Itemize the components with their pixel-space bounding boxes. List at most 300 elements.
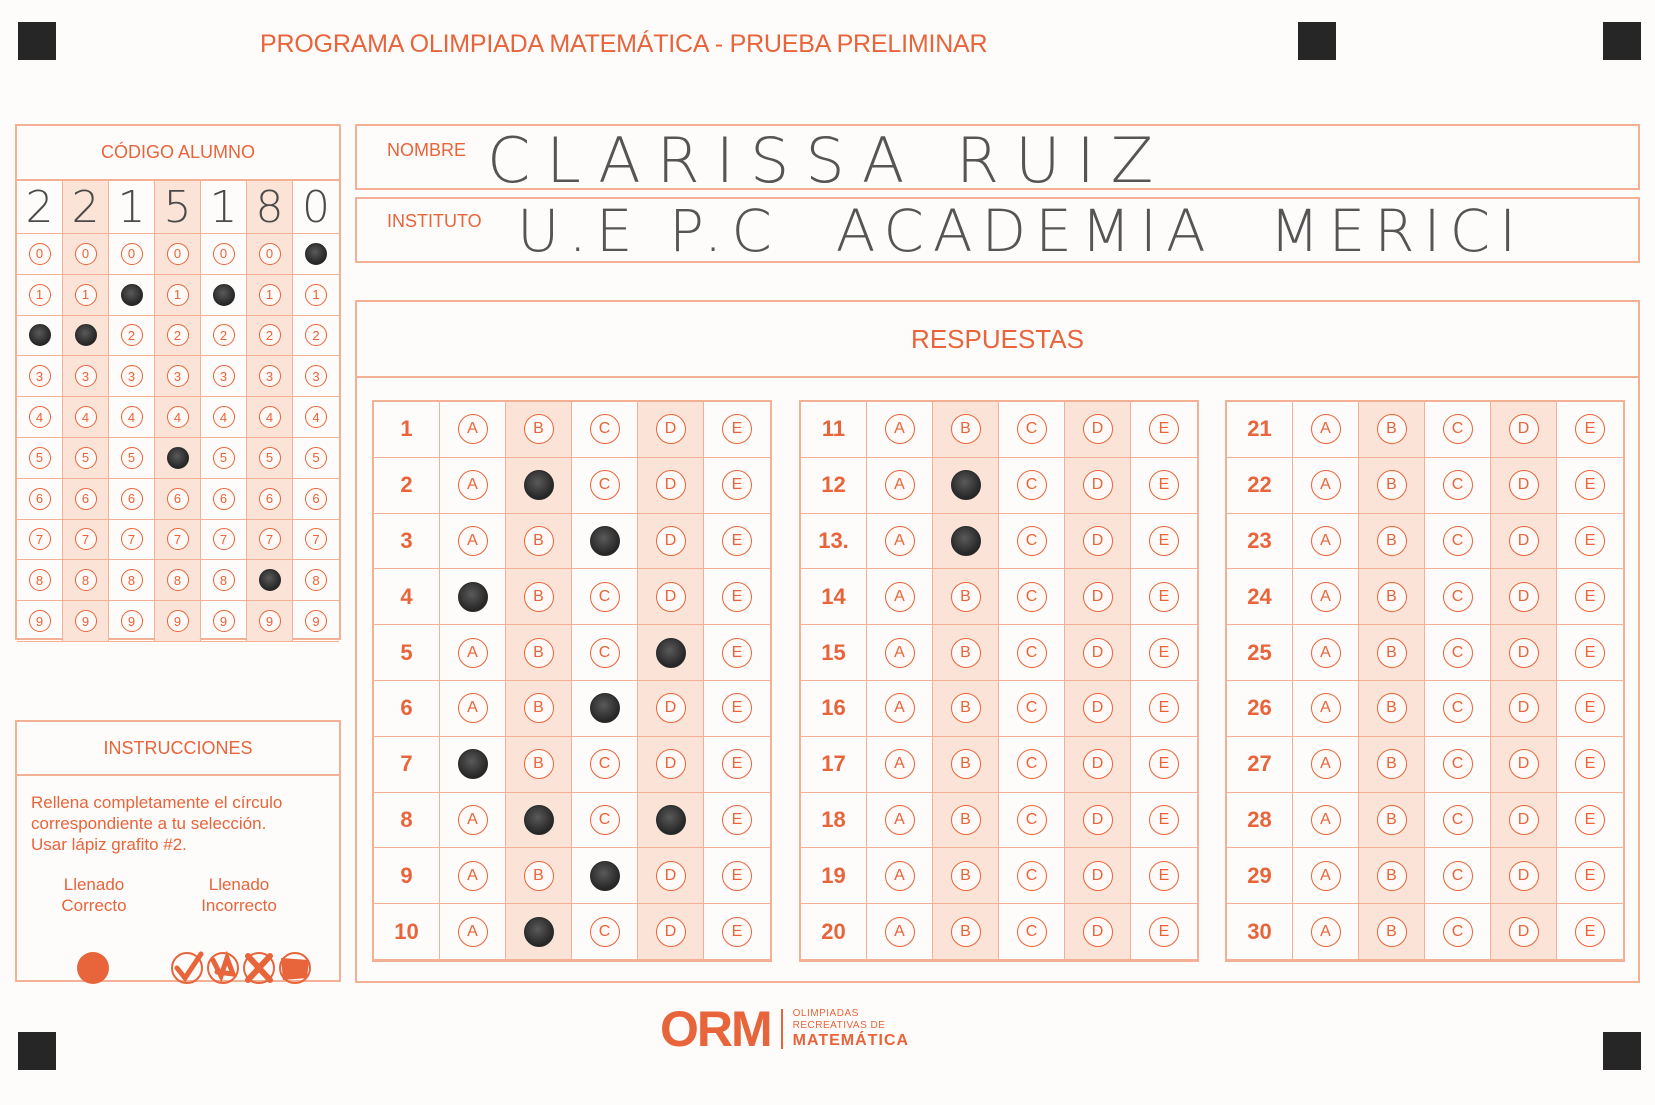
question-number: 12	[801, 458, 867, 514]
digit-bubble[interactable]: 7	[167, 528, 189, 550]
answer-cell	[440, 402, 506, 458]
answer-bubble-c[interactable]: C	[590, 470, 620, 500]
digit-bubble[interactable]	[259, 569, 281, 591]
digit-bubble[interactable]: 2	[213, 324, 235, 346]
answer-bubble-b[interactable]: B	[1377, 470, 1407, 500]
digit-bubble[interactable]: 3	[75, 365, 97, 387]
answer-bubble-e[interactable]: E	[1149, 470, 1179, 500]
answer-bubble-d[interactable]: D	[1509, 693, 1539, 723]
digit-bubble[interactable]: 6	[29, 488, 51, 510]
answer-bubble-c[interactable]: C	[1443, 638, 1473, 668]
digit-bubble[interactable]: 6	[305, 488, 327, 510]
answer-bubble-c[interactable]: C	[1443, 749, 1473, 779]
answer-cell	[1359, 625, 1425, 681]
answer-bubble-e[interactable]: E	[1575, 414, 1605, 444]
answer-bubble-d[interactable]: D	[1509, 582, 1539, 612]
answer-cell	[867, 514, 933, 570]
answer-bubble-c[interactable]	[590, 693, 620, 723]
question-number: 13.	[801, 514, 867, 570]
digit-bubble[interactable]: 2	[259, 324, 281, 346]
answer-bubble-e[interactable]: E	[1149, 749, 1179, 779]
answer-bubble-a[interactable]: A	[885, 917, 915, 947]
answer-bubble-e[interactable]: E	[722, 749, 752, 779]
answer-bubble-a[interactable]: A	[885, 638, 915, 668]
answer-bubble-d[interactable]: D	[656, 917, 686, 947]
answer-bubble-b[interactable]: B	[524, 414, 554, 444]
answer-bubble-e[interactable]: E	[722, 526, 752, 556]
logo-mark: ORM	[660, 1001, 771, 1057]
answer-bubble-e[interactable]: E	[722, 582, 752, 612]
answer-bubble-a[interactable]: A	[885, 805, 915, 835]
answer-bubble-b[interactable]	[524, 805, 554, 835]
answer-cell	[440, 793, 506, 849]
digit-bubble[interactable]: 3	[213, 365, 235, 387]
digit-bubble[interactable]: 4	[305, 406, 327, 428]
answer-bubble-c[interactable]: C	[590, 414, 620, 444]
answer-bubble-d[interactable]: D	[1509, 638, 1539, 668]
codigo-cell	[109, 234, 155, 275]
question-number: 14	[801, 569, 867, 625]
answer-bubble-b[interactable]: B	[524, 638, 554, 668]
answer-bubble-e[interactable]: E	[722, 638, 752, 668]
answer-bubble-b[interactable]: B	[1377, 917, 1407, 947]
answer-bubble-e[interactable]: E	[1575, 638, 1605, 668]
answer-cell	[506, 514, 572, 570]
answer-bubble-c[interactable]: C	[1017, 414, 1047, 444]
digit-bubble[interactable]: 3	[121, 365, 143, 387]
digit-bubble[interactable]: 1	[305, 284, 327, 306]
codigo-cell	[17, 234, 63, 275]
answer-bubble-e[interactable]: E	[1575, 805, 1605, 835]
codigo-cell	[201, 479, 247, 520]
codigo-cell	[293, 560, 339, 601]
digit-bubble[interactable]: 6	[167, 488, 189, 510]
codigo-cell	[201, 438, 247, 479]
answer-bubble-b[interactable]: B	[1377, 526, 1407, 556]
digit-bubble[interactable]: 9	[259, 610, 281, 632]
answer-bubble-b[interactable]: B	[524, 861, 554, 891]
digit-bubble[interactable]: 7	[259, 528, 281, 550]
answer-cell	[1131, 458, 1197, 514]
answer-bubble-d[interactable]: D	[656, 582, 686, 612]
answer-bubble-b[interactable]: B	[524, 582, 554, 612]
answer-bubble-b[interactable]: B	[951, 805, 981, 835]
codigo-handwritten-digit: 1	[109, 181, 155, 234]
digit-bubble[interactable]: 4	[167, 406, 189, 428]
answer-bubble-a[interactable]: A	[885, 470, 915, 500]
answer-bubble-b[interactable]: B	[524, 526, 554, 556]
digit-bubble[interactable]	[75, 324, 97, 346]
digit-bubble[interactable]: 8	[121, 569, 143, 591]
answer-bubble-e[interactable]: E	[722, 917, 752, 947]
answer-bubble-c[interactable]: C	[1017, 582, 1047, 612]
answer-bubble-a[interactable]: A	[1311, 749, 1341, 779]
digit-bubble[interactable]: 4	[75, 406, 97, 428]
answer-bubble-c[interactable]: C	[1443, 861, 1473, 891]
answer-bubble-c[interactable]: C	[1443, 805, 1473, 835]
digit-bubble[interactable]: 2	[305, 324, 327, 346]
digit-bubble[interactable]: 5	[29, 447, 51, 469]
answer-bubble-e[interactable]: E	[1149, 414, 1179, 444]
digit-bubble[interactable]: 7	[75, 528, 97, 550]
answer-bubble-b[interactable]: B	[524, 693, 554, 723]
answer-bubble-b[interactable]: B	[951, 582, 981, 612]
question-number: 21	[1227, 402, 1293, 458]
digit-bubble[interactable]: 6	[213, 488, 235, 510]
answer-bubble-c[interactable]: C	[590, 805, 620, 835]
answer-cell	[1359, 681, 1425, 737]
digit-bubble[interactable]: 7	[29, 528, 51, 550]
answer-cell	[704, 848, 770, 904]
answer-bubble-a[interactable]: A	[458, 414, 488, 444]
answer-bubble-e[interactable]: E	[1149, 526, 1179, 556]
codigo-cell	[155, 234, 201, 275]
answer-bubble-a[interactable]	[458, 749, 488, 779]
answer-bubble-d[interactable]: D	[1083, 805, 1113, 835]
answer-bubble-a[interactable]: A	[885, 749, 915, 779]
answer-bubble-a[interactable]: A	[458, 693, 488, 723]
answer-bubble-e[interactable]: E	[722, 470, 752, 500]
answer-bubble-a[interactable]	[458, 582, 488, 612]
answer-bubble-c[interactable]: C	[1443, 414, 1473, 444]
answer-bubble-a[interactable]: A	[458, 805, 488, 835]
answer-bubble-c[interactable]: C	[1017, 805, 1047, 835]
answer-bubble-a[interactable]: A	[1311, 582, 1341, 612]
digit-bubble[interactable]: 5	[259, 447, 281, 469]
answer-bubble-d[interactable]: D	[656, 749, 686, 779]
answer-bubble-b[interactable]	[951, 526, 981, 556]
answer-bubble-d[interactable]: D	[1083, 917, 1113, 947]
answer-bubble-d[interactable]: D	[1509, 917, 1539, 947]
answer-cell	[704, 681, 770, 737]
answer-cell	[1491, 458, 1557, 514]
answer-bubble-b[interactable]	[524, 917, 554, 947]
answer-bubble-a[interactable]: A	[885, 861, 915, 891]
answer-bubble-b[interactable]: B	[1377, 749, 1407, 779]
answer-bubble-a[interactable]: A	[1311, 861, 1341, 891]
answer-bubble-b[interactable]: B	[1377, 638, 1407, 668]
answer-bubble-a[interactable]: A	[458, 470, 488, 500]
answer-table-11-20	[799, 400, 1199, 962]
answer-bubble-d[interactable]: D	[656, 414, 686, 444]
answer-cell	[1065, 625, 1131, 681]
digit-bubble[interactable]	[29, 324, 51, 346]
digit-bubble[interactable]	[121, 284, 143, 306]
codigo-handwritten-digit: 2	[17, 181, 63, 234]
question-number: 5	[374, 625, 440, 681]
answer-cell	[999, 514, 1065, 570]
digit-bubble[interactable]: 6	[121, 488, 143, 510]
digit-bubble[interactable]	[167, 447, 189, 469]
digit-bubble[interactable]: 9	[167, 610, 189, 632]
digit-bubble[interactable]: 1	[259, 284, 281, 306]
codigo-cell	[17, 316, 63, 357]
digit-bubble[interactable]: 0	[213, 243, 235, 265]
answer-bubble-e[interactable]: E	[1575, 861, 1605, 891]
answer-bubble-b[interactable]: B	[524, 749, 554, 779]
answer-cell	[867, 681, 933, 737]
digit-bubble[interactable]: 0	[29, 243, 51, 265]
answer-bubble-e[interactable]: E	[1149, 805, 1179, 835]
instrucciones-header: INSTRUCCIONES	[17, 722, 339, 776]
codigo-cell	[293, 520, 339, 561]
answer-cell	[506, 848, 572, 904]
digit-bubble[interactable]: 0	[259, 243, 281, 265]
question-number: 15	[801, 625, 867, 681]
answer-bubble-d[interactable]: D	[1083, 470, 1113, 500]
answer-bubble-e[interactable]: E	[722, 861, 752, 891]
answer-cell	[933, 737, 999, 793]
answer-cell	[1425, 793, 1491, 849]
digit-bubble[interactable]: 6	[75, 488, 97, 510]
answer-cell	[1293, 514, 1359, 570]
digit-bubble[interactable]: 9	[29, 610, 51, 632]
answer-cell	[1491, 514, 1557, 570]
instituto-field[interactable]	[355, 197, 1640, 263]
answer-cell	[1491, 569, 1557, 625]
answer-bubble-c[interactable]: C	[1017, 638, 1047, 668]
codigo-cell	[293, 356, 339, 397]
answer-bubble-c[interactable]: C	[1017, 917, 1047, 947]
codigo-cell	[17, 397, 63, 438]
answer-bubble-a[interactable]: A	[1311, 414, 1341, 444]
answer-bubble-c[interactable]: C	[590, 749, 620, 779]
answer-bubble-b[interactable]: B	[951, 917, 981, 947]
answer-bubble-c[interactable]	[590, 861, 620, 891]
answer-bubble-b[interactable]: B	[951, 861, 981, 891]
codigo-cell	[247, 397, 293, 438]
digit-bubble[interactable]: 2	[121, 324, 143, 346]
digit-bubble[interactable]: 1	[75, 284, 97, 306]
answer-bubble-c[interactable]: C	[1443, 693, 1473, 723]
answer-bubble-d[interactable]: D	[1083, 582, 1113, 612]
answer-cell	[933, 681, 999, 737]
digit-bubble[interactable]: 7	[305, 528, 327, 550]
digit-bubble[interactable]: 1	[29, 284, 51, 306]
digit-bubble[interactable]	[305, 243, 327, 265]
digit-bubble[interactable]: 3	[305, 365, 327, 387]
answer-cell	[638, 848, 704, 904]
answer-bubble-c[interactable]: C	[590, 638, 620, 668]
digit-bubble[interactable]: 9	[305, 610, 327, 632]
answer-bubble-a[interactable]: A	[885, 414, 915, 444]
answer-bubble-e[interactable]: E	[1575, 917, 1605, 947]
answer-bubble-c[interactable]: C	[1443, 526, 1473, 556]
digit-bubble[interactable]: 4	[259, 406, 281, 428]
digit-bubble[interactable]: 5	[121, 447, 143, 469]
digit-bubble[interactable]: 2	[167, 324, 189, 346]
answer-bubble-c[interactable]: C	[1017, 693, 1047, 723]
answer-bubble-e[interactable]: E	[722, 693, 752, 723]
digit-bubble[interactable]: 4	[29, 406, 51, 428]
codigo-cell	[293, 397, 339, 438]
answer-bubble-b[interactable]: B	[951, 693, 981, 723]
answer-cell	[1425, 848, 1491, 904]
answer-bubble-a[interactable]: A	[1311, 805, 1341, 835]
answer-cell	[933, 514, 999, 570]
answer-bubble-a[interactable]: A	[458, 638, 488, 668]
answer-bubble-d[interactable]: D	[1083, 638, 1113, 668]
answer-bubble-e[interactable]: E	[1575, 749, 1605, 779]
digit-bubble[interactable]: 8	[75, 569, 97, 591]
respuestas-box	[355, 300, 1640, 983]
answer-bubble-c[interactable]: C	[1443, 582, 1473, 612]
answer-cell	[440, 569, 506, 625]
incorrect-fill-label: Llenado Incorrecto	[201, 875, 277, 915]
codigo-cell	[247, 520, 293, 561]
answer-bubble-d[interactable]: D	[656, 693, 686, 723]
codigo-cell	[63, 479, 109, 520]
answer-bubble-e[interactable]: E	[1149, 693, 1179, 723]
answer-bubble-c[interactable]: C	[1017, 526, 1047, 556]
answer-cell	[1425, 569, 1491, 625]
answer-bubble-b[interactable]: B	[951, 414, 981, 444]
answer-bubble-d[interactable]: D	[1509, 470, 1539, 500]
answer-bubble-b[interactable]: B	[951, 749, 981, 779]
question-number: 7	[374, 737, 440, 793]
codigo-cell	[247, 356, 293, 397]
digit-bubble[interactable]: 4	[213, 406, 235, 428]
answer-bubble-d[interactable]: D	[1083, 526, 1113, 556]
digit-bubble[interactable]: 5	[213, 447, 235, 469]
answer-bubble-a[interactable]: A	[885, 693, 915, 723]
question-number: 26	[1227, 681, 1293, 737]
codigo-handwritten-digit: 5	[155, 181, 201, 234]
answer-bubble-c[interactable]	[590, 526, 620, 556]
answer-bubble-a[interactable]: A	[1311, 470, 1341, 500]
answer-bubble-e[interactable]: E	[1575, 693, 1605, 723]
digit-bubble[interactable]: 9	[213, 610, 235, 632]
answer-bubble-b[interactable]	[951, 470, 981, 500]
answer-bubble-e[interactable]: E	[722, 414, 752, 444]
answer-bubble-a[interactable]: A	[458, 917, 488, 947]
answer-bubble-d[interactable]: D	[1509, 749, 1539, 779]
question-number: 25	[1227, 625, 1293, 681]
digit-bubble[interactable]: 8	[167, 569, 189, 591]
digit-bubble[interactable]: 5	[305, 447, 327, 469]
answer-bubble-a[interactable]: A	[1311, 638, 1341, 668]
answer-cell	[572, 848, 638, 904]
answer-bubble-d[interactable]: D	[656, 861, 686, 891]
digit-bubble[interactable]: 3	[167, 365, 189, 387]
digit-bubble[interactable]: 3	[259, 365, 281, 387]
digit-bubble[interactable]: 8	[213, 569, 235, 591]
answer-bubble-d[interactable]: D	[1083, 414, 1113, 444]
digit-bubble[interactable]: 8	[305, 569, 327, 591]
digit-bubble[interactable]: 9	[121, 610, 143, 632]
answer-cell	[506, 402, 572, 458]
answer-cell	[1293, 458, 1359, 514]
digit-bubble[interactable]: 8	[29, 569, 51, 591]
codigo-cell	[155, 356, 201, 397]
answer-bubble-a[interactable]: A	[458, 861, 488, 891]
digit-bubble[interactable]: 4	[121, 406, 143, 428]
answer-bubble-d[interactable]: D	[656, 470, 686, 500]
answer-bubble-d[interactable]: D	[656, 526, 686, 556]
codigo-cell	[109, 438, 155, 479]
answer-bubble-c[interactable]: C	[1017, 861, 1047, 891]
digit-bubble[interactable]: 6	[259, 488, 281, 510]
codigo-cell	[155, 520, 201, 561]
answer-table-21-30	[1225, 400, 1625, 962]
answer-bubble-d[interactable]: D	[1509, 414, 1539, 444]
answer-bubble-d[interactable]: D	[1509, 805, 1539, 835]
digit-bubble[interactable]: 1	[167, 284, 189, 306]
answer-bubble-e[interactable]: E	[1149, 861, 1179, 891]
answer-bubble-c[interactable]: C	[590, 917, 620, 947]
answer-bubble-b[interactable]: B	[951, 638, 981, 668]
answer-bubble-e[interactable]: E	[1149, 917, 1179, 947]
answer-bubble-a[interactable]: A	[1311, 526, 1341, 556]
answer-bubble-d[interactable]: D	[1509, 861, 1539, 891]
digit-bubble[interactable]: 7	[121, 528, 143, 550]
digit-bubble[interactable]: 9	[75, 610, 97, 632]
answer-cell	[1293, 681, 1359, 737]
digit-bubble[interactable]: 5	[75, 447, 97, 469]
answer-bubble-b[interactable]: B	[1377, 861, 1407, 891]
answer-bubble-c[interactable]: C	[1017, 470, 1047, 500]
answer-bubble-e[interactable]: E	[1575, 526, 1605, 556]
answer-bubble-c[interactable]: C	[1443, 470, 1473, 500]
digit-bubble[interactable]: 3	[29, 365, 51, 387]
answer-bubble-a[interactable]: A	[885, 582, 915, 612]
nombre-field[interactable]	[355, 124, 1640, 197]
answer-bubble-a[interactable]: A	[458, 526, 488, 556]
answer-table-1-10	[372, 400, 772, 962]
answer-cell	[1557, 681, 1623, 737]
answer-bubble-e[interactable]: E	[1149, 638, 1179, 668]
answer-bubble-b[interactable]: B	[1377, 582, 1407, 612]
answer-bubble-a[interactable]: A	[1311, 917, 1341, 947]
digit-bubble[interactable]: 7	[213, 528, 235, 550]
codigo-handwritten-digit: 2	[63, 181, 109, 234]
answer-bubble-b[interactable]: B	[1377, 805, 1407, 835]
answer-bubble-d[interactable]: D	[1083, 693, 1113, 723]
answer-bubble-d[interactable]: D	[1509, 526, 1539, 556]
answer-bubble-c[interactable]: C	[1443, 917, 1473, 947]
answer-bubble-b[interactable]	[524, 470, 554, 500]
answer-cell	[999, 569, 1065, 625]
answer-bubble-e[interactable]: E	[722, 805, 752, 835]
answer-cell	[1557, 569, 1623, 625]
answer-cell	[1491, 904, 1557, 960]
digit-bubble[interactable]: 0	[167, 243, 189, 265]
answer-bubble-c[interactable]: C	[1017, 749, 1047, 779]
answer-bubble-b[interactable]: B	[1377, 693, 1407, 723]
answer-bubble-a[interactable]: A	[885, 526, 915, 556]
codigo-cell	[63, 356, 109, 397]
answer-bubble-a[interactable]: A	[1311, 693, 1341, 723]
answer-bubble-d[interactable]: D	[1083, 749, 1113, 779]
question-number: 27	[1227, 737, 1293, 793]
answer-cell	[440, 458, 506, 514]
digit-bubble[interactable]	[213, 284, 235, 306]
answer-bubble-d[interactable]	[656, 805, 686, 835]
answer-bubble-e[interactable]: E	[1575, 582, 1605, 612]
digit-bubble[interactable]: 0	[121, 243, 143, 265]
answer-bubble-b[interactable]: B	[1377, 414, 1407, 444]
answer-bubble-d[interactable]	[656, 638, 686, 668]
digit-bubble[interactable]: 0	[75, 243, 97, 265]
answer-bubble-e[interactable]: E	[1575, 470, 1605, 500]
answer-cell	[1065, 514, 1131, 570]
answer-cell	[1065, 904, 1131, 960]
answer-bubble-e[interactable]: E	[1149, 582, 1179, 612]
instituto-label: INSTITUTO	[387, 211, 482, 231]
answer-bubble-d[interactable]: D	[1083, 861, 1113, 891]
answer-bubble-c[interactable]: C	[590, 582, 620, 612]
answer-cell	[506, 458, 572, 514]
